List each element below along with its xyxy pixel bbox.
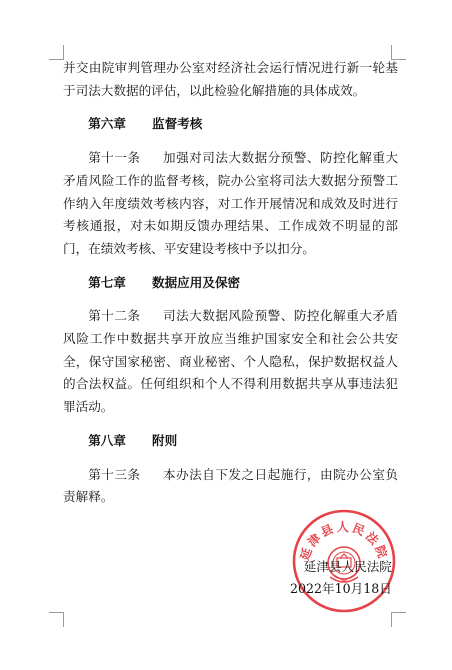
intro-paragraph: 并交由院审判管理办公室对经济社会运行情况进行新一轮基于司法大数据的评估，以此检验化解措施的具体成效。 bbox=[63, 60, 398, 98]
signature-block bbox=[290, 556, 392, 600]
chapter-title: 监督考核 bbox=[151, 116, 203, 132]
article-text: 加强对司法大数据分预警、防控化解重大矛盾风险工作的监督考核，院办公室将司法大数据分预警工作纳入年度绩效考核内容，对工作开展情况和成效及时进行考核通报，对未如期反馈办理结果、工作成效不明显的部门，在绩效考核、平安建设考核中予以扣分。 bbox=[63, 150, 399, 256]
article-text: 司法大数据风险预警、防控化解重大矛盾风险工作中数据共享开放应当维护国家安全和社会公共安全，保守国家秘密、商业秘密、个人隐私，保护数据权益人的合法权益。任何组织和个人不得利用数据共享从事违法犯罪活动。 bbox=[63, 308, 399, 415]
crop-mark-bottom-left bbox=[49, 612, 64, 627]
signature-date: 2022年10月18日 bbox=[290, 581, 392, 596]
article-paragraph bbox=[63, 147, 398, 261]
article-paragraph bbox=[63, 464, 398, 509]
document-body bbox=[63, 57, 398, 509]
chapter-number: 第六章 bbox=[88, 116, 126, 132]
article-paragraph bbox=[63, 305, 398, 419]
article-text: 本办法自下发之日起施行，由院办公室负责解释。 bbox=[63, 466, 399, 505]
article-number: 第十一条 bbox=[88, 150, 141, 166]
chapter-heading bbox=[63, 272, 398, 295]
crop-mark-top-left bbox=[49, 45, 64, 60]
article-number: 第十二条 bbox=[88, 308, 141, 324]
chapter-number: 第八章 bbox=[88, 432, 126, 448]
signature-org: 延津县人民法院 bbox=[303, 559, 392, 574]
chapter-title: 数据应用及保密 bbox=[151, 274, 241, 290]
article-number: 第十三条 bbox=[88, 466, 141, 482]
seal-text: 延津县人民法院 bbox=[297, 520, 391, 563]
chapter-number: 第七章 bbox=[88, 274, 126, 290]
chapter-heading bbox=[63, 430, 398, 453]
chapter-title: 附则 bbox=[151, 432, 178, 448]
chapter-heading bbox=[63, 113, 398, 136]
